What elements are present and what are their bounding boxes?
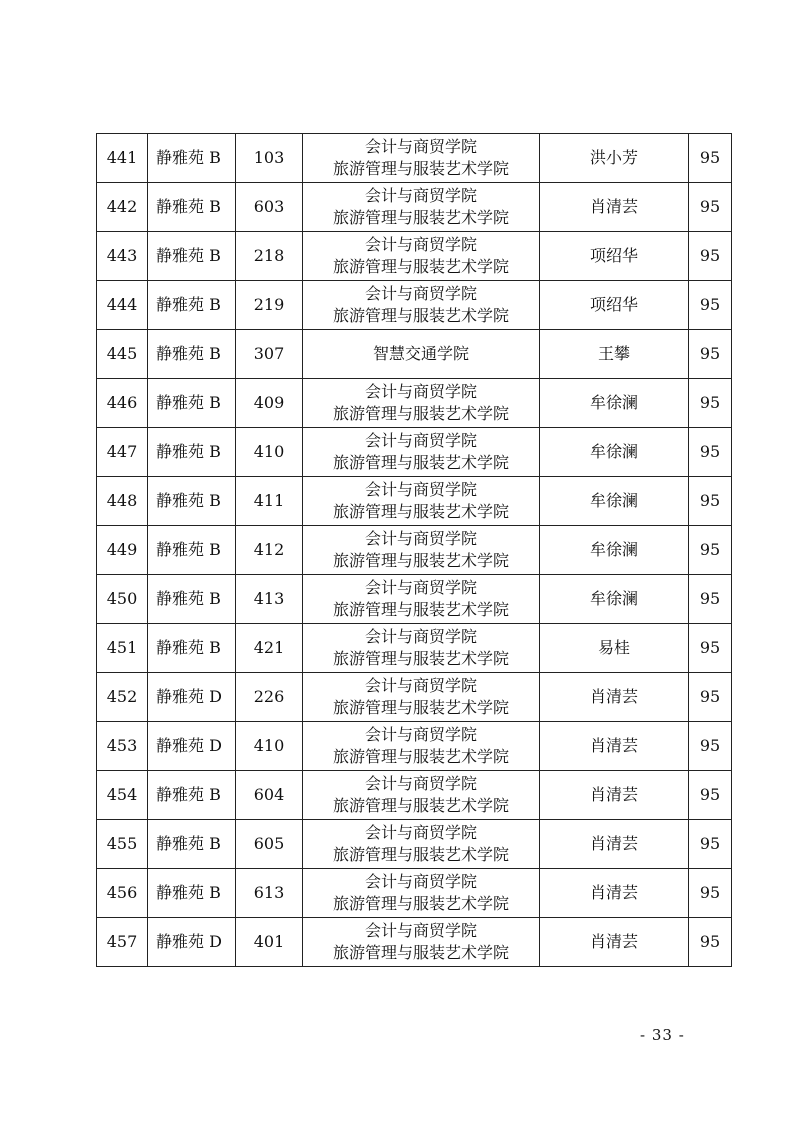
cell-counselor: 牟徐澜: [540, 379, 689, 428]
cell-college: [303, 722, 540, 771]
cell-college: [303, 918, 540, 967]
cell-college: [303, 183, 540, 232]
cell-counselor: 牟徐澜: [540, 575, 689, 624]
cell-college: [303, 771, 540, 820]
college-line: 会计与商贸学院: [364, 529, 477, 548]
college-line: 会计与商贸学院: [364, 431, 477, 450]
college-line: 会计与商贸学院: [364, 382, 477, 401]
college-line: 会计与商贸学院: [364, 921, 477, 940]
cell-counselor: 牟徐澜: [540, 428, 689, 477]
cell-number: 443: [97, 232, 148, 281]
table-row: [97, 232, 732, 281]
cell-score: 95: [689, 575, 732, 624]
cell-dormitory: 静雅苑 B: [148, 624, 236, 673]
cell-dormitory: 静雅苑 B: [148, 869, 236, 918]
cell-number: 441: [97, 134, 148, 183]
cell-room: 421: [236, 624, 303, 673]
cell-counselor: 项绍华: [540, 281, 689, 330]
cell-college: [303, 330, 540, 379]
cell-score: 95: [689, 722, 732, 771]
cell-number: 453: [97, 722, 148, 771]
cell-room: 226: [236, 673, 303, 722]
college-line: 旅游管理与服装艺术学院: [332, 404, 509, 423]
cell-college: [303, 281, 540, 330]
cell-college: [303, 526, 540, 575]
college-line: 会计与商贸学院: [364, 627, 477, 646]
cell-room: 410: [236, 722, 303, 771]
cell-counselor: 洪小芳: [540, 134, 689, 183]
cell-room: 605: [236, 820, 303, 869]
cell-room: 103: [236, 134, 303, 183]
dormitory-score-table: [96, 133, 732, 967]
cell-score: 95: [689, 477, 732, 526]
cell-counselor: 肖清芸: [540, 820, 689, 869]
cell-counselor: 肖清芸: [540, 869, 689, 918]
cell-college: [303, 232, 540, 281]
cell-college: [303, 673, 540, 722]
table-row: [97, 281, 732, 330]
college-line: 会计与商贸学院: [364, 823, 477, 842]
cell-dormitory: 静雅苑 B: [148, 330, 236, 379]
cell-college: [303, 477, 540, 526]
table-row: [97, 183, 732, 232]
cell-dormitory: 静雅苑 D: [148, 918, 236, 967]
college-line: 旅游管理与服装艺术学院: [332, 159, 509, 178]
cell-dormitory: 静雅苑 B: [148, 820, 236, 869]
cell-score: 95: [689, 673, 732, 722]
cell-number: 442: [97, 183, 148, 232]
cell-score: 95: [689, 183, 732, 232]
cell-number: 448: [97, 477, 148, 526]
cell-dormitory: 静雅苑 B: [148, 771, 236, 820]
cell-counselor: 项绍华: [540, 232, 689, 281]
cell-number: 456: [97, 869, 148, 918]
college-line: 会计与商贸学院: [364, 676, 477, 695]
cell-score: 95: [689, 134, 732, 183]
cell-room: 413: [236, 575, 303, 624]
cell-score: 95: [689, 526, 732, 575]
cell-room: 401: [236, 918, 303, 967]
cell-score: 95: [689, 232, 732, 281]
cell-score: 95: [689, 281, 732, 330]
cell-score: 95: [689, 771, 732, 820]
cell-room: 219: [236, 281, 303, 330]
cell-college: [303, 575, 540, 624]
cell-number: 447: [97, 428, 148, 477]
cell-number: 452: [97, 673, 148, 722]
college-line: 会计与商贸学院: [364, 235, 477, 254]
college-line: 旅游管理与服装艺术学院: [332, 796, 509, 815]
college-line: 旅游管理与服装艺术学院: [332, 943, 509, 962]
cell-counselor: 王攀: [540, 330, 689, 379]
college-line: 会计与商贸学院: [364, 725, 477, 744]
cell-number: 457: [97, 918, 148, 967]
cell-college: [303, 624, 540, 673]
table-row: [97, 673, 732, 722]
table-row: [97, 722, 732, 771]
cell-room: 411: [236, 477, 303, 526]
cell-number: 454: [97, 771, 148, 820]
cell-number: 449: [97, 526, 148, 575]
table-row: [97, 379, 732, 428]
cell-college: [303, 134, 540, 183]
cell-room: 410: [236, 428, 303, 477]
table-row: [97, 869, 732, 918]
cell-counselor: 易桂: [540, 624, 689, 673]
table-row: [97, 918, 732, 967]
cell-score: 95: [689, 869, 732, 918]
page-number: - 33 -: [640, 1026, 685, 1044]
cell-number: 445: [97, 330, 148, 379]
cell-counselor: 牟徐澜: [540, 526, 689, 575]
cell-counselor: 肖清芸: [540, 673, 689, 722]
cell-counselor: 肖清芸: [540, 771, 689, 820]
cell-number: 450: [97, 575, 148, 624]
table-row: [97, 134, 732, 183]
college-line: 会计与商贸学院: [364, 774, 477, 793]
table-row: [97, 624, 732, 673]
college-line: 旅游管理与服装艺术学院: [332, 698, 509, 717]
cell-number: 451: [97, 624, 148, 673]
college-line: 旅游管理与服装艺术学院: [332, 306, 509, 325]
cell-room: 412: [236, 526, 303, 575]
cell-dormitory: 静雅苑 B: [148, 183, 236, 232]
table-row: [97, 428, 732, 477]
college-line: 会计与商贸学院: [364, 284, 477, 303]
cell-dormitory: 静雅苑 B: [148, 232, 236, 281]
college-line: 旅游管理与服装艺术学院: [332, 502, 509, 521]
cell-room: 409: [236, 379, 303, 428]
cell-score: 95: [689, 918, 732, 967]
cell-dormitory: 静雅苑 B: [148, 379, 236, 428]
table-row: [97, 330, 732, 379]
college-line: 会计与商贸学院: [364, 872, 477, 891]
cell-score: 95: [689, 330, 732, 379]
cell-dormitory: 静雅苑 B: [148, 477, 236, 526]
cell-dormitory: 静雅苑 B: [148, 281, 236, 330]
cell-dormitory: 静雅苑 B: [148, 575, 236, 624]
table-row: [97, 820, 732, 869]
college-line: 旅游管理与服装艺术学院: [332, 453, 509, 472]
college-line: 旅游管理与服装艺术学院: [332, 649, 509, 668]
cell-college: [303, 428, 540, 477]
cell-number: 446: [97, 379, 148, 428]
cell-counselor: 牟徐澜: [540, 477, 689, 526]
college-line: 旅游管理与服装艺术学院: [332, 747, 509, 766]
cell-counselor: 肖清芸: [540, 918, 689, 967]
college-line: 旅游管理与服装艺术学院: [332, 600, 509, 619]
table-row: [97, 477, 732, 526]
college-line: 旅游管理与服装艺术学院: [332, 894, 509, 913]
cell-score: 95: [689, 379, 732, 428]
cell-room: 613: [236, 869, 303, 918]
cell-number: 444: [97, 281, 148, 330]
college-line: 旅游管理与服装艺术学院: [332, 551, 509, 570]
cell-dormitory: 静雅苑 D: [148, 673, 236, 722]
cell-college: [303, 820, 540, 869]
cell-dormitory: 静雅苑 B: [148, 428, 236, 477]
college-line: 旅游管理与服装艺术学院: [332, 208, 509, 227]
cell-counselor: 肖清芸: [540, 722, 689, 771]
table-row: [97, 526, 732, 575]
table-body: [97, 134, 732, 967]
cell-number: 455: [97, 820, 148, 869]
college-line: 会计与商贸学院: [364, 578, 477, 597]
cell-counselor: 肖清芸: [540, 183, 689, 232]
cell-college: [303, 379, 540, 428]
college-line: 会计与商贸学院: [364, 480, 477, 499]
cell-dormitory: 静雅苑 B: [148, 526, 236, 575]
college-line: 旅游管理与服装艺术学院: [332, 257, 509, 276]
college-line: 旅游管理与服装艺术学院: [332, 845, 509, 864]
cell-room: 218: [236, 232, 303, 281]
table-row: [97, 771, 732, 820]
cell-score: 95: [689, 428, 732, 477]
cell-dormitory: 静雅苑 B: [148, 134, 236, 183]
cell-score: 95: [689, 820, 732, 869]
cell-room: 307: [236, 330, 303, 379]
cell-dormitory: 静雅苑 D: [148, 722, 236, 771]
cell-score: 95: [689, 624, 732, 673]
cell-room: 604: [236, 771, 303, 820]
college-line: 会计与商贸学院: [364, 137, 477, 156]
table-row: [97, 575, 732, 624]
cell-college: [303, 869, 540, 918]
college-line: 智慧交通学院: [372, 344, 469, 363]
college-line: 会计与商贸学院: [364, 186, 477, 205]
cell-room: 603: [236, 183, 303, 232]
